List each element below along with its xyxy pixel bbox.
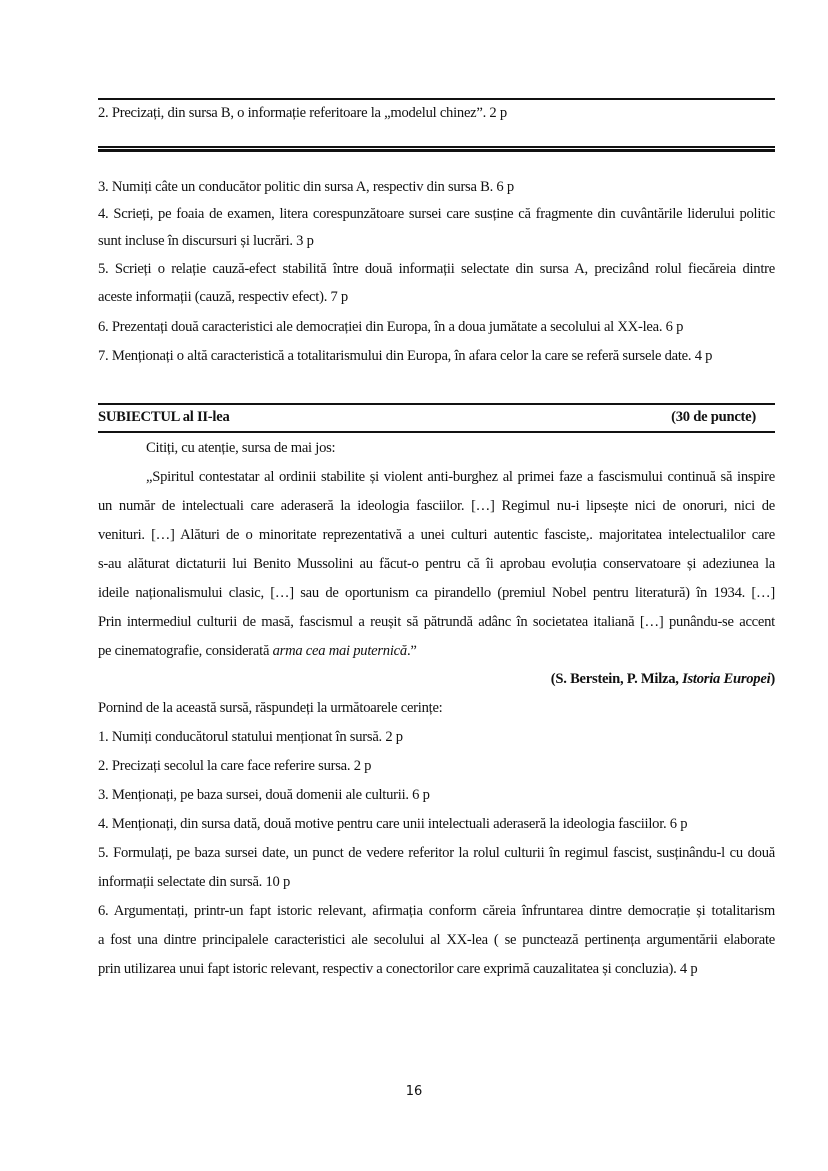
question-4-line2: sunt incluse în discursuri și lucrări. 3 p [98,233,314,249]
s2-question-2: 2. Precizați secolul la care face referire sursa. 2 p [98,758,372,774]
quote-line: „Spiritul contestatar al ordinii stabilite și violent anti-burghez al primei faze a fascismului continuă să inspire [146,469,775,485]
s2-question-6-line1: 6. Argumentați, printr-un fapt istoric relevant, afirmația conform căreia înfruntarea dintre democrație și totalitarism [98,903,775,919]
quote-italic: arma cea mai puternică [272,643,407,659]
s2-question-6-line3: prin utilizarea unui fapt istoric relevant, respectiv a conectorilor care exprimă cauzalitatea și concluzia). 4 p [98,961,698,977]
double-rule-thick [98,149,775,152]
questions-prompt: Pornind de la această sursă, răspundeți la următoarele cerințe: [98,700,443,716]
quote-last-line [98,641,775,661]
question-5-line1: 5. Scrieți o relație cauză-efect stabilită între două informații selectate din sursa A, precizând rolul fiecăreia dintre [98,261,775,277]
question-3: 3. Numiți câte un conducător politic din sursa A, respectiv din sursa B. 6 p [98,179,514,195]
question-6: 6. Prezentați două caracteristici ale democrației din Europa, în a doua jumătate a secolului al XX-lea. 6 p [98,319,684,335]
double-rule [98,146,775,148]
source-title: Istoria Europei [682,671,771,687]
page-number: 16 [405,1084,423,1099]
s2-question-6-line2: a fost una dintre principalele caracteristici ale secolului al XX-lea ( se punctează pertinența argumentării elaborate [98,932,775,948]
subject-bottom-rule [98,431,775,433]
question-7: 7. Menționați o altă caracteristică a totalitarismului din Europa, în afara celor la care se referă sursele date. 4 p [98,348,713,364]
quote-line: un număr de intelectuali care aderaseră la ideologia fasciilor. […] Regimul nu-i lipsește nici de onoruri, nici de [98,498,775,514]
source-authors: (S. Berstein, P. Milza, [550,671,683,687]
s2-question-5-line2: informații selectate din sursă. 10 p [98,874,291,890]
source-end: ) [770,671,775,687]
quote-text: pe cinematografie, considerată [98,643,273,659]
s2-question-4: 4. Menționați, din sursa dată, două motive pentru care unii intelectuali aderaseră la ideologia fasciilor. 6 p [98,816,688,832]
source-citation [98,669,775,689]
question-2: 2. Precizați, din sursa B, o informație referitoare la „modelul chinez”. 2 p [98,105,507,121]
s2-question-3: 3. Menționați, pe baza sursei, două domenii ale culturii. 6 p [98,787,430,803]
s2-question-1: 1. Numiți conducătorul statului menționat în sursă. 2 p [98,729,403,745]
subject-top-rule [98,403,775,405]
quote-line: Prin intermediul culturii de masă, fascismul a reușit să pătrundă adânc în societatea italiană […] punându-se accent [98,614,775,630]
s2-question-5-line1: 5. Formulați, pe baza sursei date, un punct de vedere referitor la rolul culturii în regimul fascist, susținându-l cu două [98,845,775,861]
source-intro: Citiți, cu atenție, sursa de mai jos: [146,440,336,456]
quote-line: venituri. […] Alături de o minoritate reprezentativă a unei culturi autentic fasciste,. majoritatea intelectualilor care [98,527,775,543]
question-5-line2: aceste informații (cauză, respectiv efect). 7 p [98,289,348,305]
top-rule [98,98,775,100]
subject-title: SUBIECTUL al II-lea [98,409,230,425]
subject-points: (30 de puncte) [671,409,756,425]
quote-line: s-au alăturat dictaturii lui Benito Mussolini au făcut-o pentru că îi aprobau evoluția conservatoare și adeziunea la [98,556,775,572]
question-4-line1: 4. Scrieți, pe foaia de examen, litera corespunzătoare sursei care susține că fragmente din cuvântările liderului politic [98,206,775,222]
quote-end: .” [406,643,417,659]
quote-line: ideile naționalismului clasic, […] sau de oportunism ca pirandello (premiul Nobel pentru literatură) în 1934. […] [98,585,775,601]
